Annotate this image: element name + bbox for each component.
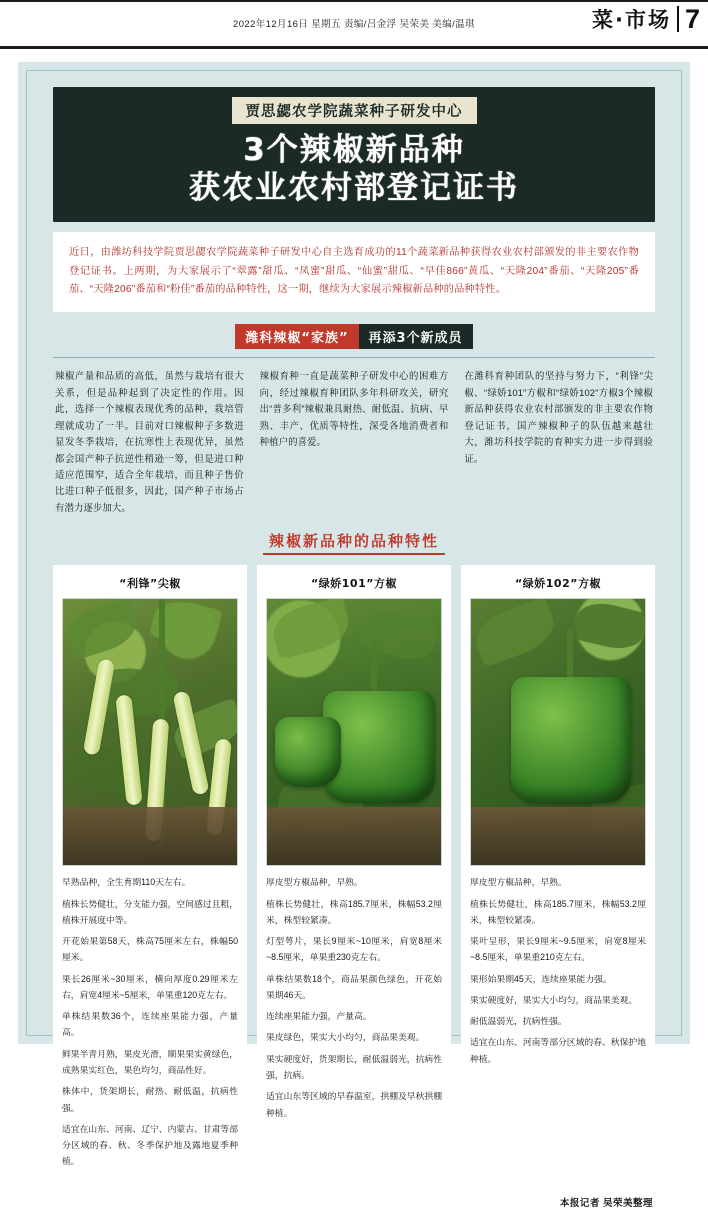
lede-panel bbox=[53, 232, 655, 313]
headline-block bbox=[53, 87, 655, 222]
headline-kicker: 贾思勰农学院蔬菜种子研发中心 bbox=[232, 97, 477, 124]
variety-paragraph: 植株长势健壮，株高185.7厘米，株幅53.2厘米，株型较紧凑。 bbox=[266, 898, 442, 925]
variety-paragraph: 单株结果数36个，连续座果能力强，产量高。 bbox=[62, 1011, 238, 1038]
body-columns bbox=[55, 368, 653, 516]
variety-body bbox=[470, 874, 646, 1067]
variety-body bbox=[266, 874, 442, 1120]
masthead bbox=[0, 0, 708, 49]
variety-body bbox=[62, 874, 238, 1169]
masthead-meta: 2022年12月16日 星期五 责编/吕金浮 吴荣美 美编/温琪 bbox=[233, 19, 475, 30]
variety-paragraph: 植株长势健壮，分支能力强，空间感过且粗，植株开展度中等。 bbox=[62, 898, 238, 925]
variety-paragraph: 连续座果能力强，产量高。 bbox=[266, 1011, 372, 1022]
variety-paragraph: 适宜山东等区域的早春温室，拱棚及早秋拱棚种植。 bbox=[266, 1091, 442, 1118]
section-bar-right: 再添3个新成员 bbox=[359, 324, 473, 349]
long-green-pepper-plant-photo bbox=[62, 598, 238, 866]
lede-text: 近日，由潍坊科技学院贾思勰农学院蔬菜种子研发中心自主选育成功的11个蔬菜新品种获得农业农村部颁发的非主要农作物登记证书。上两期，为大家展示了“翠露”甜瓜、“凤蜜”甜瓜、“仙蜜”甜瓜、“早佳866”黄瓜、“天隆204”番茄、“天隆205”番茄、“天隆206”番茄和“粉佳”番茄的品种特性，这一期，继续为大家展示辣椒新品种的品种特性。 bbox=[69, 246, 639, 296]
page-number: 7 bbox=[684, 3, 700, 34]
variety-paragraph: 开花始果第58天，株高75厘米左右，株幅50厘米。 bbox=[62, 936, 238, 963]
variety-cards bbox=[53, 565, 655, 1184]
variety-paragraph: 单株结果数18个，商品果颜色绿色，开花始果期46天。 bbox=[266, 973, 442, 1000]
article-frame bbox=[18, 62, 690, 1209]
variety-paragraph: 果长26厘米~30厘米，横向厚度0.29厘米左右，肩宽4厘米~5厘米，单果重120克左右。 bbox=[62, 973, 238, 1000]
body-column-1: 辣椒产量和品质的高低，虽然与栽培有很大关系，但是品种起到了决定性的作用。因此，选择一个辣椒表现优秀的品种，栽培管理就成功了一半。目前对口辣椒种子多数进显发冬季栽培，在抗寒性上表现优异，虽然都会国产种子抗逆性稍逊一筹，但是进口种适应范围窄，适合全年栽培，而且种子售价比进口种子低很多，因此，国产种子市场占有潜力逐步加大。 bbox=[55, 370, 244, 513]
masthead-brand-group bbox=[592, 4, 702, 34]
blocky-green-bell-pepper-photo bbox=[266, 598, 442, 866]
section-bar bbox=[41, 324, 667, 349]
headline-line-2: 获农业农村部登记证书 bbox=[189, 169, 519, 206]
dark-green-bell-pepper-photo bbox=[470, 598, 646, 866]
publication-brand: 菜·市场 bbox=[591, 8, 671, 32]
variety-paragraph: 植株长势健壮，株高185.7厘米，株幅53.2厘米，株型较紧凑。 bbox=[470, 898, 646, 925]
variety-paragraph: 果形始果期45天，连续座果能力强。 bbox=[470, 973, 612, 984]
variety-paragraph: 果实硬度好，货架期长，耐低温弱光，抗病性强，抗病。 bbox=[266, 1053, 442, 1080]
variety-paragraph: 灯型萼片，果长9厘米~10厘米，肩宽8厘米~8.5厘米，单果重230克左右。 bbox=[266, 936, 442, 963]
variety-paragraph: 早熟品种，全生育期110天左右。 bbox=[62, 877, 191, 888]
section-rule bbox=[53, 357, 655, 358]
body-column-2: 辣椒育种一直是蔬菜种子研发中心的困难方向，经过辣椒育种团队多年科研攻关，研究出“普多利”辣椒兼具耐热、耐低温、抗病、早熟、丰产、优质等特性，深受各地消费者和种植户的喜爱。 bbox=[259, 370, 449, 448]
variety-title: “利锋”尖椒 bbox=[119, 577, 181, 591]
feature-title-text: 辣椒新品种的品种特性 bbox=[263, 530, 445, 555]
variety-paragraph: 适宜在山东、河南等部分区域的春、秋保护地种植。 bbox=[470, 1037, 646, 1064]
variety-paragraph: 适宜在山东、河南、辽宁、内蒙古、甘肃等部分区域的春、秋、冬季保护地及露地夏季种植。 bbox=[62, 1123, 238, 1167]
masthead-top-rule bbox=[0, 0, 708, 2]
variety-paragraph: 果实硬度好，果实大小均匀，商品果美观。 bbox=[470, 994, 638, 1005]
variety-card bbox=[257, 565, 451, 1184]
feature-title bbox=[41, 530, 667, 555]
section-bar-left: 潍科辣椒“家族” bbox=[235, 324, 358, 349]
brand-divider bbox=[677, 6, 679, 32]
article-frame-inner bbox=[26, 70, 682, 1209]
byline: 本报记者 吴荣美整理 bbox=[559, 1197, 653, 1209]
variety-card bbox=[53, 565, 247, 1184]
variety-title: “绿娇102”方椒 bbox=[515, 577, 601, 591]
variety-paragraph: 果叶呈形，果长9厘米~9.5厘米，肩宽8厘米~8.5厘米，单果重210克左右。 bbox=[470, 936, 646, 963]
variety-paragraph: 株体中，货架期长，耐热、耐低温，抗病性强。 bbox=[62, 1086, 238, 1113]
variety-paragraph: 鲜果半青月熟，果皮光滑，顺果果实黄绿色，成熟果实红色，果色均匀，商品性好。 bbox=[62, 1048, 238, 1075]
headline-line-1: 3个辣椒新品种 bbox=[243, 132, 465, 168]
variety-paragraph: 果皮绿色，果实大小均匀，商品果美观。 bbox=[266, 1032, 425, 1043]
variety-paragraph: 厚皮型方椒品种，早熟。 bbox=[266, 877, 363, 888]
body-column-3: 在潍科育种团队的坚持与努力下，“利锋”尖椒、“绿娇101”方椒和“绿娇102”方椒3个辣椒新品种获得农业农村部颁发的非主要农作物登记证书，国产辣椒种子的队伍越来越壮大，潍坊科技学院的育种实力进一步得到验证。 bbox=[464, 370, 654, 464]
variety-paragraph: 厚皮型方椒品种，早熟。 bbox=[470, 877, 567, 888]
variety-title: “绿娇101”方椒 bbox=[311, 577, 397, 591]
variety-card bbox=[461, 565, 655, 1184]
variety-paragraph: 耐低温弱光，抗病性强。 bbox=[470, 1016, 567, 1027]
